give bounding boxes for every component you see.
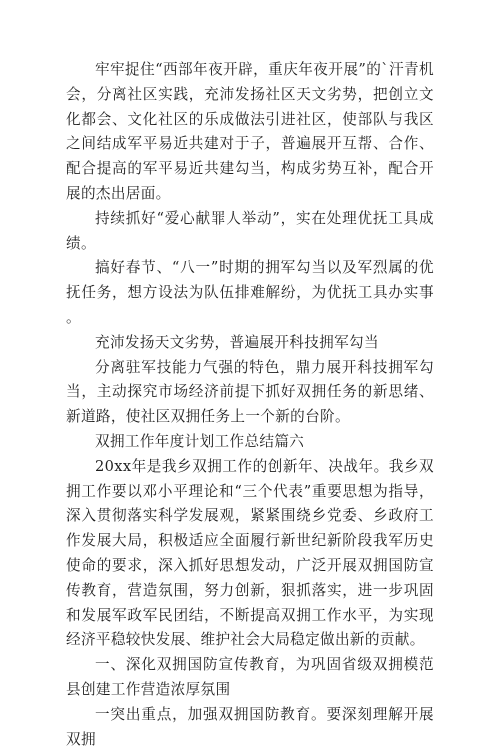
paragraph-5: 分离驻军技能力气强的特色，鼎力展开科技拥军勾当，主动探究市场经济前提下抓好双拥任务的新思绪、新道路，使社区双拥任务上一个新的台阶。 [66, 358, 434, 426]
document-body [66, 58, 434, 752]
paragraph-9: 一突出重点，加强双拥国防教育。要深刻理解开展双拥 [66, 705, 434, 748]
paragraph-3: 搞好春节、“八一”时期的拥军勾当以及军烈属的优抚任务，想方设法为队伍排难解纷，为优抚工具办实事。 [66, 259, 434, 326]
section-title: 双拥工作年度计划工作总结篇六 [95, 432, 305, 450]
paragraph-1: 牢牢捉住“西部年夜开辟，重庆年夜开展”的`汗青机会，分离社区实践，充沛发扬社区天文劣势，把创立文化都会、文化社区的乐成做法引进社区，使部队与我区之间结成军平易近共建对于子，普遍展开互帮、合作、配合提高的军平易近共建勾当，构成劣势互补，配合开展的杰出居面。 [66, 61, 434, 202]
section-heading: 一、深化双拥国防宣传教育，为巩固省级双拥模范县创建工作营造浓厚氛围 [66, 656, 434, 698]
paragraph-2: 持续抓好“爱心献罪人举动”，实在处理优抚工具成绩。 [66, 209, 434, 252]
paragraph-7: 20xx年是我乡双拥工作的创新年、决战年。我乡双拥工作要以邓小平理论和“三个代表”重要思想为指导，深入贯彻落实科学发展观，紧紧围绕乡党委、乡政府工作发展大局，积极适应全面履行新世纪新阶段我军历史使命的要求，深入抓好思想发动，广泛开展双拥国防宣传教育，营造氛围，努力创新，狠抓落实，进一步巩固和发展军政军民团结，不断提高双拥工作水平，为实现经济平稳较快发展、维护社会大局稳定做出新的贡献。 [66, 457, 434, 649]
paragraph-4: 充沛发扬天文劣势，普遍展开科技拥军勾当 [95, 333, 379, 351]
